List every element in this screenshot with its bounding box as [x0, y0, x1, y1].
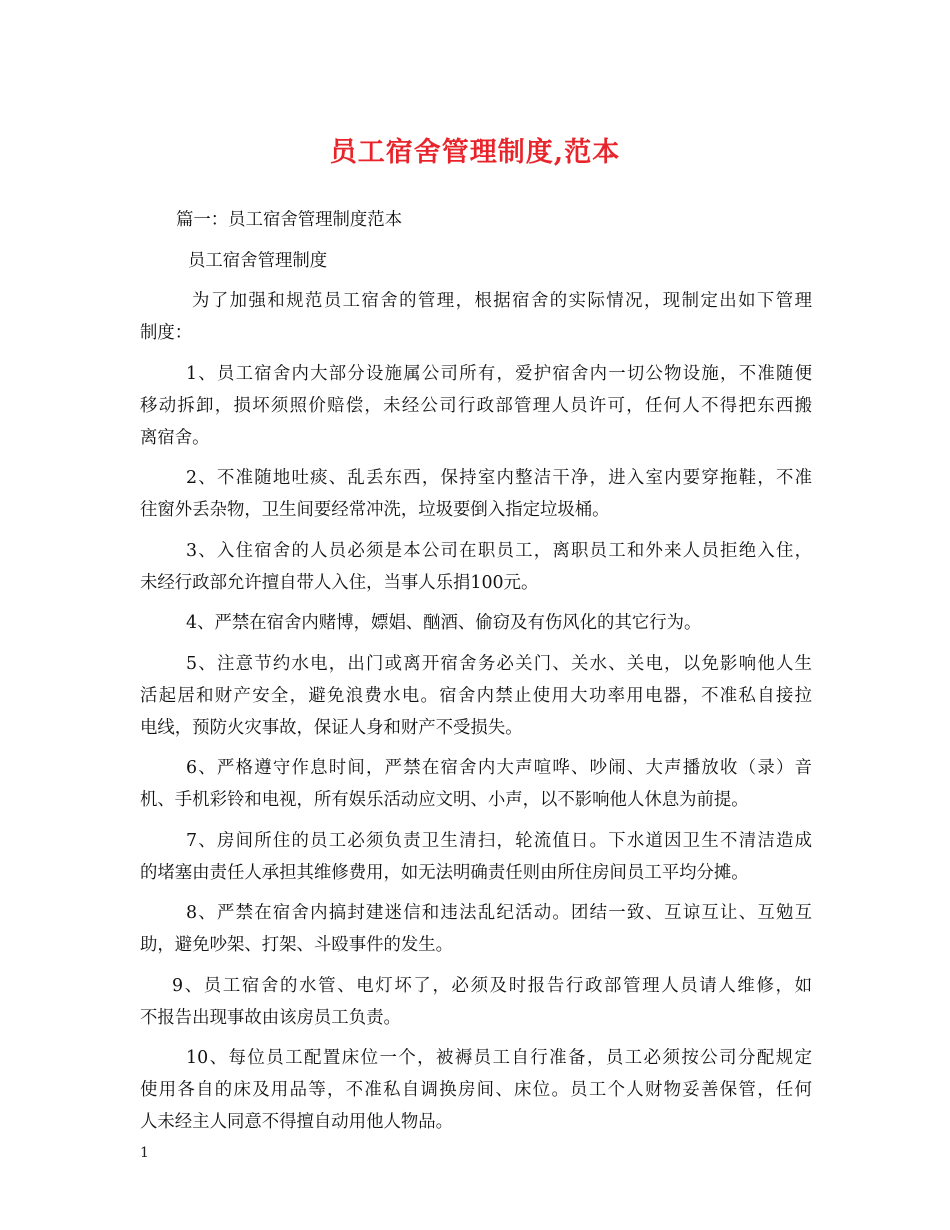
paragraph-line: 4、严禁在宿舍内赌博，嫖娼、酗酒、偷窃及有伤风化的其它行为。 — [186, 613, 702, 633]
paragraph-line: 往窗外丢杂物，卫生间要经常冲洗，垃圾要倒入指定垃圾桶。 — [140, 500, 610, 520]
paragraph-line: 人未经主人同意不得擅自动用他人物品。 — [140, 1112, 454, 1132]
paragraph-line: 电线，预防火灾事故，保证人身和财产不受损失。 — [140, 717, 523, 738]
paragraph — [140, 970, 812, 1034]
paragraph-line: 移动拆卸，损坏须照价赔偿，未经公司行政部管理人员许可，任何人不得把东西搬 — [140, 395, 812, 416]
paragraph — [140, 204, 812, 236]
paragraph — [140, 1042, 812, 1138]
paragraph-line: 1、员工宿舍内大部分设施属公司所有，爱护宿舍内一切公物设施，不准随便 — [186, 363, 812, 384]
paragraph — [140, 285, 812, 349]
paragraph-line: 制度： — [140, 323, 193, 343]
paragraph-line: 5、注意节约水电，出门或离开宿舍务必关门、关水、关电，以免影响他人生 — [186, 653, 812, 674]
document-title: 员工宿舍管理制度,范本 — [329, 137, 621, 168]
paragraph-line: 2、不准随地吐痰、乱丢东西，保持室内整洁干净，进入室内要穿拖鞋，不准 — [186, 468, 812, 488]
paragraph — [140, 648, 812, 744]
paragraph-line: 篇一：员工宿舍管理制度范本 — [176, 210, 403, 230]
paragraph — [140, 462, 812, 526]
paragraph-line: 的堵塞由责任人承担其维修费用，如无法明确责任则由所住房间员工平均分摊。 — [140, 862, 749, 883]
paragraph-line: 为了加强和规范员工宿舍的管理，根据宿舍的实际情况，现制定出如下管理 — [192, 291, 812, 311]
paragraph-line: 8、严禁在宿舍内搞封建迷信和违法乱纪活动。团结一致、互谅互让、互勉互 — [186, 903, 812, 923]
paragraph — [140, 245, 812, 277]
paragraph-line: 未经行政部允许擅自带人入住，当事人乐捐100元。 — [140, 572, 539, 593]
paragraph-line: 员工宿舍管理制度 — [188, 250, 328, 271]
paragraph — [140, 358, 812, 454]
paragraph-line: 10、每位员工配置床位一个，被褥员工自行准备，员工必须按公司分配规定 — [186, 1048, 812, 1068]
paragraph-line: 7、房间所住的员工必须负责卫生清扫，轮流值日。下水道因卫生不清洁造成 — [186, 830, 812, 851]
paragraph-line: 6、严格遵守作息时间，严禁在宿舍内大声喧哗、吵闹、大声播放收（录）音 — [186, 758, 812, 778]
paragraph — [140, 752, 812, 816]
paragraph — [140, 897, 812, 961]
paragraph-line: 3、入住宿舍的人员必须是本公司在职员工，离职员工和外来人员拒绝入住， — [186, 540, 812, 561]
paragraph-line: 使用各自的床及用品等，不准私自调换房间、床位。员工个人财物妥善保管，任何 — [140, 1080, 812, 1100]
paragraph-line: 机、手机彩铃和电视，所有娱乐活动应文明、小声，以不影响他人休息为前提。 — [140, 790, 749, 810]
paragraph — [140, 607, 812, 639]
paragraph-line: 活起居和财产安全，避免浪费水电。宿舍内禁止使用大功率用电器，不准私自接拉 — [140, 685, 812, 706]
paragraph-line: 助，避免吵架、打架、斗殴事件的发生。 — [140, 935, 454, 955]
document-body — [140, 204, 812, 1147]
paragraph-line: 9、员工宿舍的水管、电灯坏了，必须及时报告行政部管理人员请人维修，如 — [172, 975, 812, 996]
paragraph-line: 不报告出现事故由该房员工负责。 — [140, 1007, 401, 1028]
paragraph — [140, 825, 812, 889]
page-number: 1 — [140, 1145, 149, 1161]
paragraph-line: 离宿舍。 — [140, 427, 210, 448]
paragraph — [140, 535, 812, 599]
